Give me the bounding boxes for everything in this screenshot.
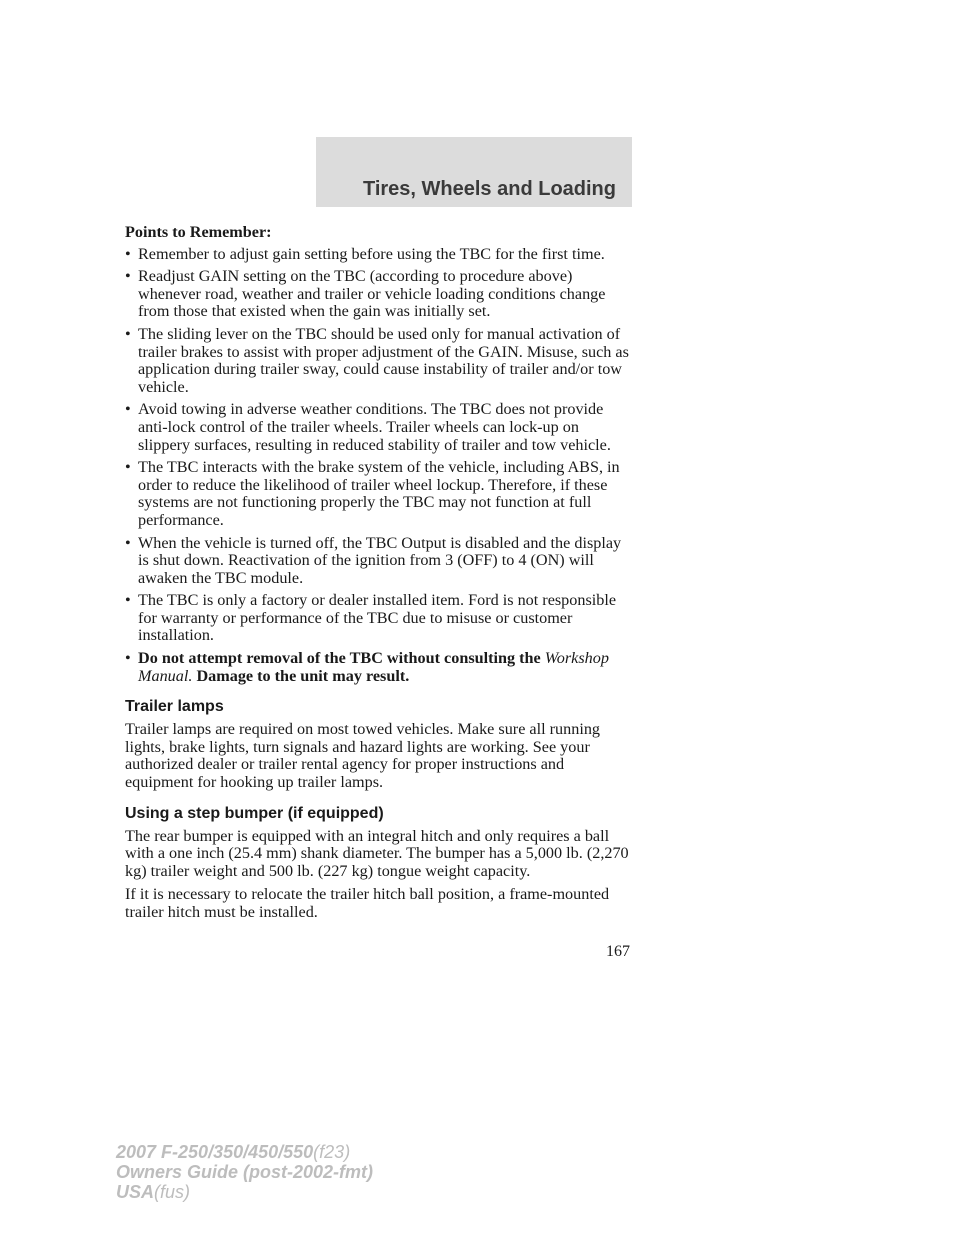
warning-item: • Do not attempt removal of the TBC without consulting the Workshop Manual. Damage to the unit may result.	[125, 649, 609, 685]
footer-region-code: (fus)	[154, 1182, 191, 1202]
bullet-icon: •	[125, 400, 131, 419]
step-bumper-heading: Using a step bumper (if equipped)	[125, 804, 384, 822]
bullet-icon: •	[125, 244, 131, 263]
trailer-lamps-body: Trailer lamps are required on most towed vehicles. Make sure all running lights, brake lights, turn signals and hazard lights are working. See your authorized dealer or trailer rental agency for proper instructions and equipment for hooking up trailer lamps.	[125, 720, 601, 792]
bullet-icon: •	[125, 324, 131, 343]
document-footer	[116, 1142, 373, 1202]
list-item: • When the vehicle is turned off, the TBC Output is disabled and the display is shut down. Reactivation of the ignition from 3 (OFF) to 4 (ON) will awaken the TBC module.	[125, 533, 622, 587]
bullet-icon: •	[125, 267, 131, 286]
footer-model: 2007 F-250/350/450/550	[116, 1142, 314, 1162]
list-item: • Remember to adjust gain setting before using the TBC for the first time.	[125, 244, 605, 263]
points-heading: Points to Remember:	[125, 223, 272, 241]
bullet-icon: •	[125, 533, 131, 552]
footer-guide: Owners Guide (post-2002-fmt)	[116, 1162, 374, 1182]
points-list	[125, 246, 635, 686]
list-item: • The TBC is only a factory or dealer installed item. Ford is not responsible for warranty or performance of the TBC due to misuse or customer installation.	[125, 591, 617, 645]
page-content	[125, 224, 635, 928]
trailer-lamps-heading: Trailer lamps	[125, 698, 224, 716]
footer-model-code: (f23)	[313, 1142, 351, 1162]
page-number: 167	[606, 943, 630, 960]
bullet-icon: •	[125, 458, 131, 477]
step-bumper-body: The rear bumper is equipped with an integral hitch and only requires a ball with a one inch (25.4 mm) shank diameter. The bumper has a 5,000 lb. (2,270 kg) trailer weight and 500 lb. (227 kg) tongue weight capacity.	[125, 826, 629, 880]
hitch-relocation-body: If it is necessary to relocate the trailer hitch ball position, a frame-mounted trailer hitch must be installed.	[125, 885, 610, 921]
bullet-icon: •	[125, 649, 131, 668]
workshop-manual-ref: Workshop Manual.	[138, 649, 609, 685]
footer-region: USA	[116, 1182, 155, 1202]
section-header-band	[316, 137, 632, 207]
bullet-icon: •	[125, 591, 131, 610]
list-item: • Readjust GAIN setting on the TBC (according to procedure above) whenever road, weather and trailer or vehicle loading conditions change from those that existed when the gain was initially set.	[125, 267, 606, 321]
list-item: • The sliding lever on the TBC should be used only for manual activation of trailer brakes to assist with proper adjustment of the GAIN. Misuse, such as application during trailer sway, could cause instability of trailer and/or tow vehicle.	[125, 324, 629, 396]
list-item: • The TBC interacts with the brake system of the vehicle, including ABS, in order to reduce the likelihood of trailer wheel lockup. Therefore, if these systems are not functioning properly the TBC may not function at full performance.	[125, 458, 620, 529]
list-item: • Avoid towing in adverse weather conditions. The TBC does not provide anti-lock control of the trailer wheels. Trailer wheels can lock-up on slippery surfaces, resulting in reduced stability of trailer and tow vehicle.	[125, 400, 611, 454]
section-title: Tires, Wheels and Loading	[362, 178, 616, 200]
